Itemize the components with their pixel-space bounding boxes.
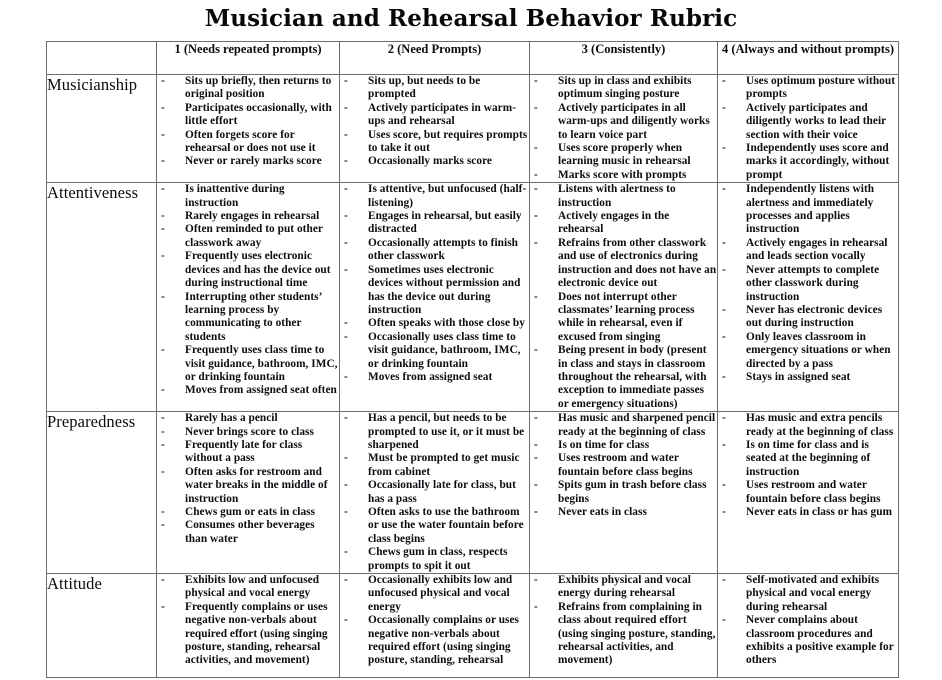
criterion-descriptor-cell (718, 75, 899, 183)
descriptor-bullet: - Occasionally attempts to finish other classwork (340, 237, 529, 264)
table-row (47, 574, 899, 678)
descriptor-bullet: - Never or rarely marks score (157, 155, 339, 168)
descriptor-bullet: - Is attentive, but unfocused (half-listening) (340, 183, 529, 210)
criterion-label: Preparedness (47, 412, 157, 574)
descriptor-bullet: - Never has electronic devices out during instruction (718, 304, 898, 331)
criterion-descriptor-cell (157, 412, 340, 574)
descriptor-bullet: - Engages in rehearsal, but easily distracted (340, 210, 529, 237)
criterion-descriptor-cell (530, 574, 718, 678)
descriptor-bullet: - Chews gum in class, respects prompts to spit it out (340, 546, 529, 573)
descriptor-bullet: - Uses restroom and water fountain before class begins (718, 479, 898, 506)
descriptor-bullet: - Independently listens with alertness and immediately processes and applies instruction (718, 183, 898, 237)
descriptor-bullet: - Occasionally late for class, but has a pass (340, 479, 529, 506)
table-row (47, 183, 899, 412)
descriptor-bullet: - Consumes other beverages than water (157, 519, 339, 546)
descriptor-list (718, 75, 898, 182)
criterion-descriptor-cell (718, 412, 899, 574)
descriptor-bullet: - Rarely has a pencil (157, 412, 339, 425)
descriptor-bullet: - Being present in body (present in class and stays in classroom throughout the rehearsal, with exception to immediate passes or emergency situations) (530, 344, 717, 411)
descriptor-bullet: - Moves from assigned seat often (157, 384, 339, 397)
column-header-level-2: 2 (Need Prompts) (340, 42, 530, 75)
descriptor-bullet: - Spits gum in trash before class begins (530, 479, 717, 506)
descriptor-bullet: - Chews gum or eats in class (157, 506, 339, 519)
descriptor-bullet: - Actively participates and diligently works to lead their section with their voice (718, 102, 898, 142)
descriptor-bullet: - Is on time for class and is seated at the beginning of instruction (718, 439, 898, 479)
descriptor-bullet: - Never eats in class (530, 506, 717, 519)
descriptor-bullet: - Rarely engages in rehearsal (157, 210, 339, 223)
descriptor-list (340, 412, 529, 573)
descriptor-bullet: - Often forgets score for rehearsal or does not use it (157, 129, 339, 156)
descriptor-bullet: - Sits up, but needs to be prompted (340, 75, 529, 102)
criterion-descriptor-cell (718, 574, 899, 678)
descriptor-bullet: - Sometimes uses electronic devices without permission and has the device out during instruction (340, 264, 529, 318)
descriptor-bullet: - Must be prompted to get music from cabinet (340, 452, 529, 479)
descriptor-bullet: - Never attempts to complete other classwork during instruction (718, 264, 898, 304)
descriptor-bullet: - Uses score properly when learning music in rehearsal (530, 142, 717, 169)
table-row (47, 75, 899, 183)
descriptor-bullet: - Actively engages in the rehearsal (530, 210, 717, 237)
criterion-descriptor-cell (157, 183, 340, 412)
descriptor-bullet: - Uses optimum posture without prompts (718, 75, 898, 102)
descriptor-bullet: - Actively participates in all warm-ups and diligently works to learn voice part (530, 102, 717, 142)
column-header-level-4: 4 (Always and without prompts) (718, 42, 899, 75)
descriptor-bullet: - Frequently complains or uses negative non-verbals about required effort (using singing posture, standing, rehearsal activities, and movement) (157, 601, 339, 668)
descriptor-bullet: - Has music and sharpened pencil ready at the beginning of class (530, 412, 717, 439)
descriptor-bullet: - Exhibits physical and vocal energy during rehearsal (530, 574, 717, 601)
descriptor-bullet: - Sits up briefly, then returns to original position (157, 75, 339, 102)
descriptor-bullet: - Interrupting other students’ learning process by communicating to other students (157, 291, 339, 345)
page-title: Musician and Rehearsal Behavior Rubric (204, 5, 738, 32)
descriptor-bullet: - Uses restroom and water fountain before class begins (530, 452, 717, 479)
column-header-criterion (47, 42, 157, 75)
descriptor-bullet: - Listens with alertness to instruction (530, 183, 717, 210)
descriptor-bullet: - Marks score with prompts (530, 169, 717, 182)
criterion-descriptor-cell (530, 75, 718, 183)
descriptor-list (530, 75, 717, 182)
descriptor-bullet: - Frequently late for class without a pass (157, 439, 339, 466)
descriptor-bullet: - Participates occasionally, with little effort (157, 102, 339, 129)
table-body (47, 75, 899, 678)
descriptor-bullet: - Stays in assigned seat (718, 371, 898, 384)
descriptor-list (530, 412, 717, 519)
descriptor-list (530, 574, 717, 668)
descriptor-bullet: - Occasionally marks score (340, 155, 529, 168)
column-header-level-1: 1 (Needs repeated prompts) (157, 42, 340, 75)
descriptor-bullet: - Occasionally uses class time to visit guidance, bathroom, IMC, or drinking fountain (340, 331, 529, 371)
descriptor-bullet: - Actively participates in warm-ups and rehearsal (340, 102, 529, 129)
descriptor-bullet: - Often speaks with those close by (340, 317, 529, 330)
descriptor-list (157, 75, 339, 169)
descriptor-bullet: - Self-motivated and exhibits physical and vocal energy during rehearsal (718, 574, 898, 614)
criterion-descriptor-cell (340, 412, 530, 574)
descriptor-bullet: - Occasionally complains or uses negative non-verbals about required effort (using singing posture, standing, rehearsal (340, 614, 529, 668)
descriptor-list (157, 183, 339, 398)
descriptor-bullet: - Frequently uses class time to visit guidance, bathroom, IMC, or drinking fountain (157, 344, 339, 384)
descriptor-bullet: - Often reminded to put other classwork away (157, 223, 339, 250)
descriptor-bullet: - Only leaves classroom in emergency situations or when directed by a pass (718, 331, 898, 371)
descriptor-bullet: - Has music and extra pencils ready at the beginning of class (718, 412, 898, 439)
descriptor-bullet: - Does not interrupt other classmates’ learning process while in rehearsal, even if excused from singing (530, 291, 717, 345)
criterion-descriptor-cell (718, 183, 899, 412)
column-header-level-3: 3 (Consistently) (530, 42, 718, 75)
descriptor-list (340, 574, 529, 668)
descriptor-list (718, 183, 898, 384)
descriptor-bullet: - Sits up in class and exhibits optimum singing posture (530, 75, 717, 102)
criterion-label: Musicianship (47, 75, 157, 183)
descriptor-list (340, 183, 529, 384)
descriptor-bullet: - Refrains from other classwork and use of electronics during instruction and does not have an electronic device out (530, 237, 717, 291)
descriptor-bullet: - Frequently uses electronic devices and has the device out during instructional time (157, 250, 339, 290)
descriptor-bullet: - Exhibits low and unfocused physical and vocal energy (157, 574, 339, 601)
descriptor-bullet: - Is on time for class (530, 439, 717, 452)
rubric-table (46, 41, 899, 678)
descriptor-list (340, 75, 529, 169)
descriptor-bullet: - Actively engages in rehearsal and leads section vocally (718, 237, 898, 264)
descriptor-list (718, 574, 898, 668)
table-header (47, 42, 899, 75)
descriptor-list (157, 412, 339, 546)
criterion-label: Attentiveness (47, 183, 157, 412)
descriptor-bullet: - Never eats in class or has gum (718, 506, 898, 519)
descriptor-bullet: - Often asks to use the bathroom or use the water fountain before class begins (340, 506, 529, 546)
criterion-descriptor-cell (340, 75, 530, 183)
descriptor-bullet: - Refrains from complaining in class about required effort (using singing posture, standing, rehearsal activities, and movement) (530, 601, 717, 668)
criterion-descriptor-cell (340, 574, 530, 678)
descriptor-list (530, 183, 717, 411)
criterion-descriptor-cell (157, 75, 340, 183)
criterion-label: Attitude (47, 574, 157, 678)
descriptor-list (718, 412, 898, 519)
descriptor-bullet: - Has a pencil, but needs to be prompted to use it, or it must be sharpened (340, 412, 529, 452)
descriptor-bullet: - Never brings score to class (157, 426, 339, 439)
descriptor-bullet: - Moves from assigned seat (340, 371, 529, 384)
descriptor-bullet: - Occasionally exhibits low and unfocused physical and vocal energy (340, 574, 529, 614)
descriptor-bullet: - Independently uses score and marks it accordingly, without prompt (718, 142, 898, 182)
descriptor-bullet: - Uses score, but requires prompts to take it out (340, 129, 529, 156)
table-header-row (47, 42, 899, 75)
descriptor-bullet: - Often asks for restroom and water breaks in the middle of instruction (157, 466, 339, 506)
descriptor-bullet: - Never complains about classroom procedures and exhibits a positive example for others (718, 614, 898, 668)
criterion-descriptor-cell (530, 412, 718, 574)
descriptor-bullet: - Is inattentive during instruction (157, 183, 339, 210)
table-row (47, 412, 899, 574)
criterion-descriptor-cell (530, 183, 718, 412)
criterion-descriptor-cell (340, 183, 530, 412)
criterion-descriptor-cell (157, 574, 340, 678)
descriptor-list (157, 574, 339, 668)
